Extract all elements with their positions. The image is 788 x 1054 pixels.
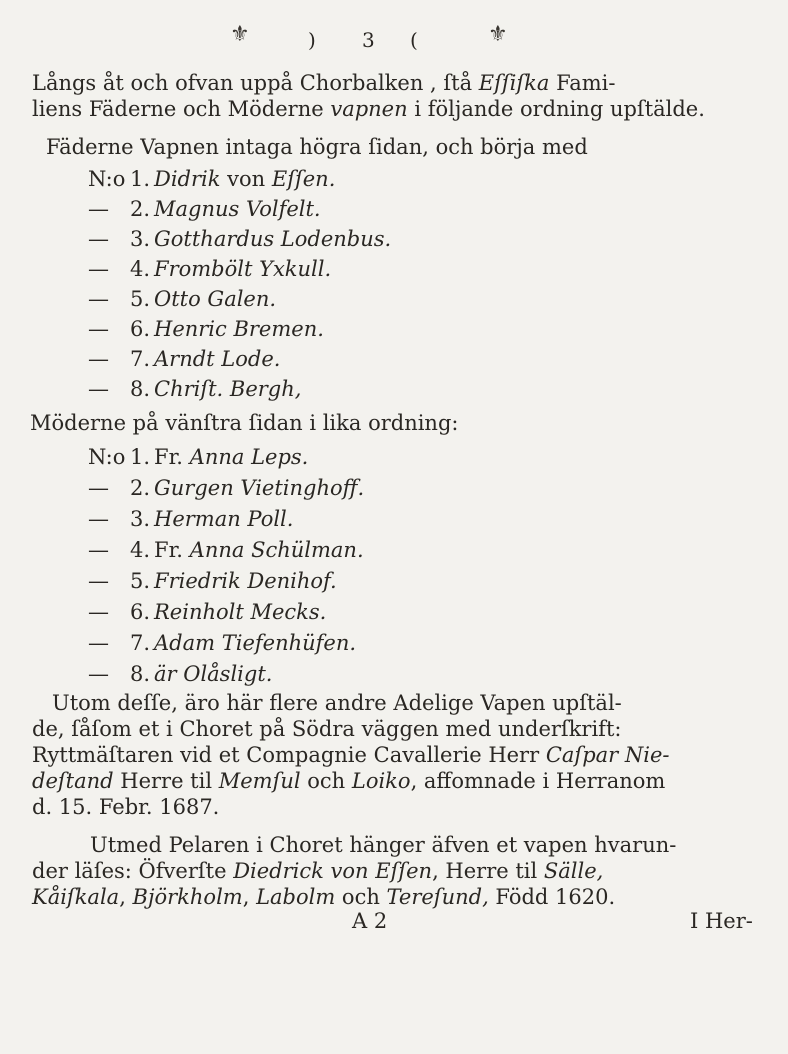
list-number: 2.	[130, 197, 151, 221]
list-prefix: N:o	[88, 167, 126, 191]
place-name: Björkholm	[132, 885, 243, 909]
paragraph-text: , Herre til	[432, 859, 544, 883]
list-text: von	[220, 167, 272, 191]
list-number: 2.	[130, 476, 151, 500]
list-item	[88, 444, 308, 470]
place-name: Labolm	[256, 885, 336, 909]
list-dash: —	[88, 600, 109, 624]
separator: och	[335, 885, 387, 909]
list-name: Friedrik Denihof.	[154, 569, 337, 593]
list-item	[88, 256, 331, 282]
list-dash: —	[88, 377, 109, 401]
paragraph-line	[32, 884, 615, 910]
paragraph-line	[32, 742, 669, 768]
list-title: Fr.	[154, 445, 190, 469]
list-number: 5.	[130, 569, 151, 593]
list-name: Anna Schülman.	[189, 538, 364, 562]
separator: ,	[119, 885, 133, 909]
list-name: Arndt Lode.	[154, 347, 281, 371]
list-name: Reinholt Mecks.	[154, 600, 327, 624]
list-name: Otto Galen.	[154, 287, 277, 311]
paragraph-text: der läſes: Öfverſte	[32, 859, 234, 883]
header-paren-open: )	[308, 28, 316, 52]
intro-line-3: Fäderne Vapnen intaga högra ſidan, och börja med	[46, 135, 588, 159]
list-number: 6.	[130, 317, 151, 341]
paragraph-text: Herre til	[113, 769, 219, 793]
list-name: Frombölt Yxkull.	[154, 257, 332, 281]
list-number: 6.	[130, 600, 151, 624]
list-item	[88, 506, 293, 532]
intro-line-2	[32, 96, 705, 122]
place-name: Sälle,	[543, 859, 604, 883]
list-item	[88, 537, 364, 563]
list-dash: —	[88, 257, 109, 281]
list-number: 7.	[130, 631, 151, 655]
list-item	[88, 568, 337, 594]
list-number: 1.	[130, 445, 151, 469]
intro-line-1	[32, 70, 754, 96]
list-number: 4.	[130, 538, 151, 562]
list-number: 3.	[130, 507, 151, 531]
list-dash: —	[88, 476, 109, 500]
intro-text: Fami-	[549, 71, 616, 95]
maternal-heading: Möderne på vänſtra ſidan i lika ordning:	[30, 411, 459, 435]
page-number: 3	[362, 28, 375, 52]
list-dash: —	[88, 347, 109, 371]
list-prefix: N:o	[88, 445, 126, 469]
list-dash: —	[88, 197, 109, 221]
list-dash: —	[88, 227, 109, 251]
list-item	[88, 346, 280, 372]
place-name: Tereſund,	[386, 885, 489, 909]
person-name: deſtand	[32, 769, 114, 793]
fleur-ornament-right-icon: ⚜	[488, 22, 508, 47]
list-name: Didrik	[154, 167, 221, 191]
person-name: Caſpar Nie-	[545, 743, 670, 767]
list-name: Gotthardus Lodenbus.	[154, 227, 392, 251]
intro-text: i följande ordning upſtälde.	[407, 97, 705, 121]
person-name: Diedrick von Eſſen	[233, 859, 433, 883]
paragraph-text: Ryttmäſtaren vid et Compagnie Cavallerie Herr	[32, 743, 546, 767]
paragraph-line: de, ſåſom et i Choret på Södra väggen med underſkrift:	[32, 717, 622, 741]
paragraph-text: och	[300, 769, 352, 793]
paragraph-line	[32, 768, 665, 794]
list-item	[88, 196, 321, 222]
intro-text: liens Fäderne och Möderne	[32, 97, 331, 121]
list-name: Chriſt. Bergh,	[154, 377, 302, 401]
place-name: Memſul	[218, 769, 301, 793]
list-item	[88, 316, 324, 342]
list-name: Herman Poll.	[154, 507, 294, 531]
header-paren-close: (	[410, 28, 418, 52]
list-dash: —	[88, 507, 109, 531]
list-number: 8.	[130, 662, 151, 686]
list-item	[88, 286, 276, 312]
list-number: 3.	[130, 227, 151, 251]
list-dash: —	[88, 287, 109, 311]
paragraph-text: Född 1620.	[488, 885, 616, 909]
list-name: Anna Leps.	[189, 445, 309, 469]
paragraph-line: Utmed Pelaren i Choret hänger äfven et vapen hvarun-	[90, 833, 677, 857]
family-name: Eſſiſka	[478, 71, 550, 95]
intro-text: Långs åt och ofvan uppå Chorbalken , ſtå	[32, 71, 479, 95]
list-dash: —	[88, 662, 109, 686]
catchword: I Her-	[690, 909, 753, 933]
list-item	[88, 226, 391, 252]
list-dash: —	[88, 317, 109, 341]
list-name: är Olåsligt.	[154, 662, 273, 686]
list-name: Magnus Volfelt.	[154, 197, 321, 221]
fleur-ornament-left-icon: ⚜	[230, 22, 250, 47]
page-header	[230, 22, 520, 62]
paragraph-line	[32, 858, 603, 884]
list-item	[88, 599, 326, 625]
list-number: 8.	[130, 377, 151, 401]
list-dash: —	[88, 631, 109, 655]
list-number: 7.	[130, 347, 151, 371]
list-title: Fr.	[154, 538, 190, 562]
paragraph-line: Utom deſſe, äro här flere andre Adelige Vapen upſtäl-	[52, 691, 622, 715]
list-name: Eſſen.	[271, 167, 336, 191]
paragraph-line: d. 15. Febr. 1687.	[32, 795, 220, 819]
list-name: Henric Bremen.	[154, 317, 324, 341]
intro-italic-word: vapnen	[330, 97, 408, 121]
list-item	[88, 661, 272, 687]
list-dash: —	[88, 569, 109, 593]
place-name: Kåiſkala	[32, 885, 120, 909]
separator: ,	[242, 885, 257, 909]
list-item	[88, 376, 301, 402]
list-item	[88, 630, 356, 656]
list-item	[88, 475, 364, 501]
signature-mark: A 2	[352, 909, 388, 933]
list-item	[88, 166, 335, 192]
list-number: 1.	[130, 167, 151, 191]
list-dash: —	[88, 538, 109, 562]
paragraph-text: , affomnade i Herranom	[410, 769, 666, 793]
list-number: 5.	[130, 287, 151, 311]
list-name: Gurgen Vietinghoff.	[154, 476, 365, 500]
place-name: Loiko	[351, 769, 411, 793]
list-number: 4.	[130, 257, 151, 281]
list-name: Adam Tiefenhüfen.	[154, 631, 357, 655]
